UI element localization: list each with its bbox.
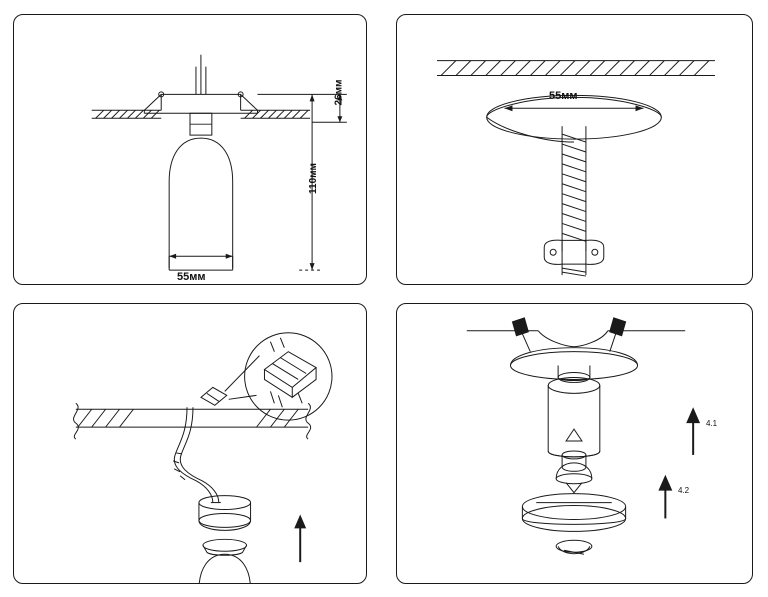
panel-1-drawing [14, 15, 366, 284]
panel-3-drawing [14, 304, 366, 583]
panel-overall-dimensions [13, 14, 367, 285]
dimension-height-total: 110мм [307, 163, 319, 194]
step-label-upper: 4.1 [706, 419, 718, 428]
panel-2-drawing [397, 15, 752, 284]
panel-ceiling-mount-base [396, 14, 753, 285]
dimension-diameter-canopy: 55мм [549, 90, 578, 102]
panel-4-drawing [397, 304, 752, 583]
panel-assembly-steps [396, 303, 753, 584]
panel-wiring-connection [13, 303, 367, 584]
dimension-recess-depth: 26мм [333, 79, 345, 106]
step-label-lower: 4.2 [678, 486, 690, 495]
dimension-diameter: 55мм [177, 271, 206, 283]
